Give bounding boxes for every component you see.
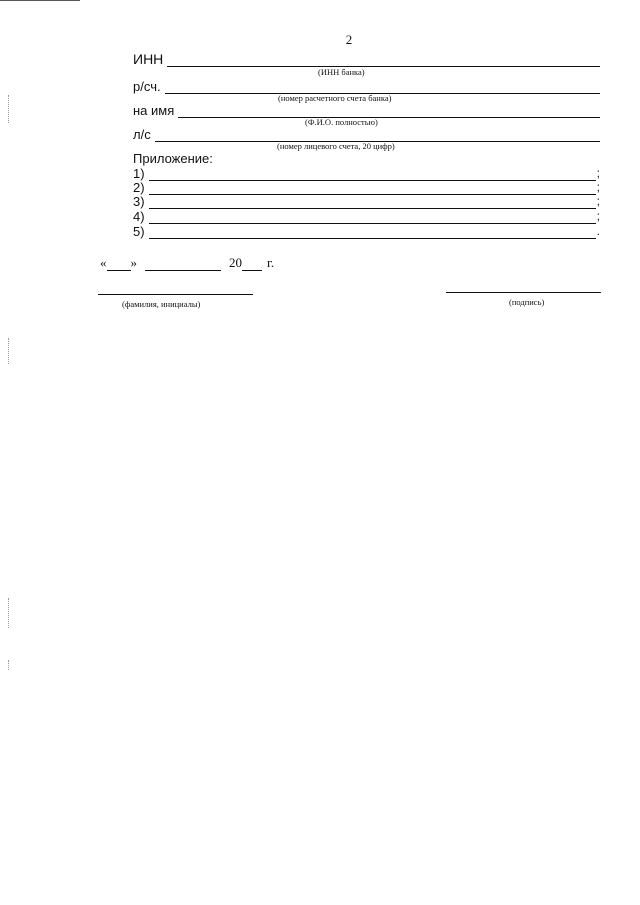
- appendix-title: Приложение:: [133, 151, 213, 166]
- appendix-item-line[interactable]: [149, 211, 596, 224]
- date-open-quote: «: [100, 255, 107, 270]
- appendix-item-2[interactable]: [133, 180, 600, 195]
- name-label: на имя: [133, 103, 175, 118]
- appendix-item-end: ;: [596, 209, 600, 223]
- date-close-quote: »: [130, 255, 137, 270]
- year-prefix: 20: [229, 255, 242, 270]
- appendix-item-line[interactable]: [149, 196, 596, 209]
- name-signature-line[interactable]: [98, 294, 253, 295]
- top-edge-rule: [0, 0, 80, 1]
- name-hint: (Ф.И.О. полностью): [305, 117, 378, 127]
- appendix-item-end: ;: [596, 166, 600, 180]
- appendix-item-label: 3): [133, 194, 145, 209]
- personal-account-label: л/с: [133, 127, 151, 142]
- account-label: р/сч.: [133, 79, 161, 94]
- margin-mark: [8, 660, 9, 670]
- margin-mark: [8, 598, 9, 628]
- appendix-item-4[interactable]: [133, 209, 600, 224]
- appendix-item-label: 4): [133, 209, 145, 224]
- inn-input-line[interactable]: [167, 54, 600, 67]
- appendix-item-1[interactable]: [133, 166, 600, 181]
- appendix-item-label: 5): [133, 224, 145, 239]
- personal-account-hint: (номер лицевого счета, 20 цифр): [277, 141, 395, 151]
- name-field[interactable]: [133, 103, 600, 118]
- year-blank[interactable]: [242, 258, 262, 271]
- appendix-item-3[interactable]: [133, 194, 600, 209]
- name-signature-hint: (фамилия, инициалы): [122, 299, 201, 309]
- year-suffix: г.: [267, 255, 275, 270]
- appendix-item-5[interactable]: [133, 224, 600, 239]
- page-number: 2: [345, 32, 353, 47]
- inn-field[interactable]: [133, 52, 600, 67]
- margin-mark: [8, 95, 9, 123]
- inn-hint: (ИНН банка): [318, 67, 365, 77]
- appendix-item-label: 2): [133, 180, 145, 195]
- name-input-line[interactable]: [178, 105, 600, 118]
- inn-label: ИНН: [133, 51, 164, 67]
- account-field[interactable]: [133, 79, 600, 94]
- appendix-item-label: 1): [133, 166, 145, 181]
- personal-account-field[interactable]: [133, 127, 600, 142]
- margin-mark: [8, 338, 9, 364]
- appendix-item-end: ;: [596, 194, 600, 208]
- day-blank[interactable]: [107, 258, 131, 271]
- appendix-item-end: .: [596, 224, 600, 238]
- signature-line[interactable]: [446, 292, 601, 293]
- signature-hint: (подпись): [509, 297, 545, 307]
- appendix-item-line[interactable]: [149, 226, 596, 239]
- appendix-item-end: ;: [596, 180, 600, 194]
- date-line: [100, 255, 274, 271]
- account-hint: (номер расчетного счета банка): [278, 93, 392, 103]
- month-blank[interactable]: [145, 258, 221, 271]
